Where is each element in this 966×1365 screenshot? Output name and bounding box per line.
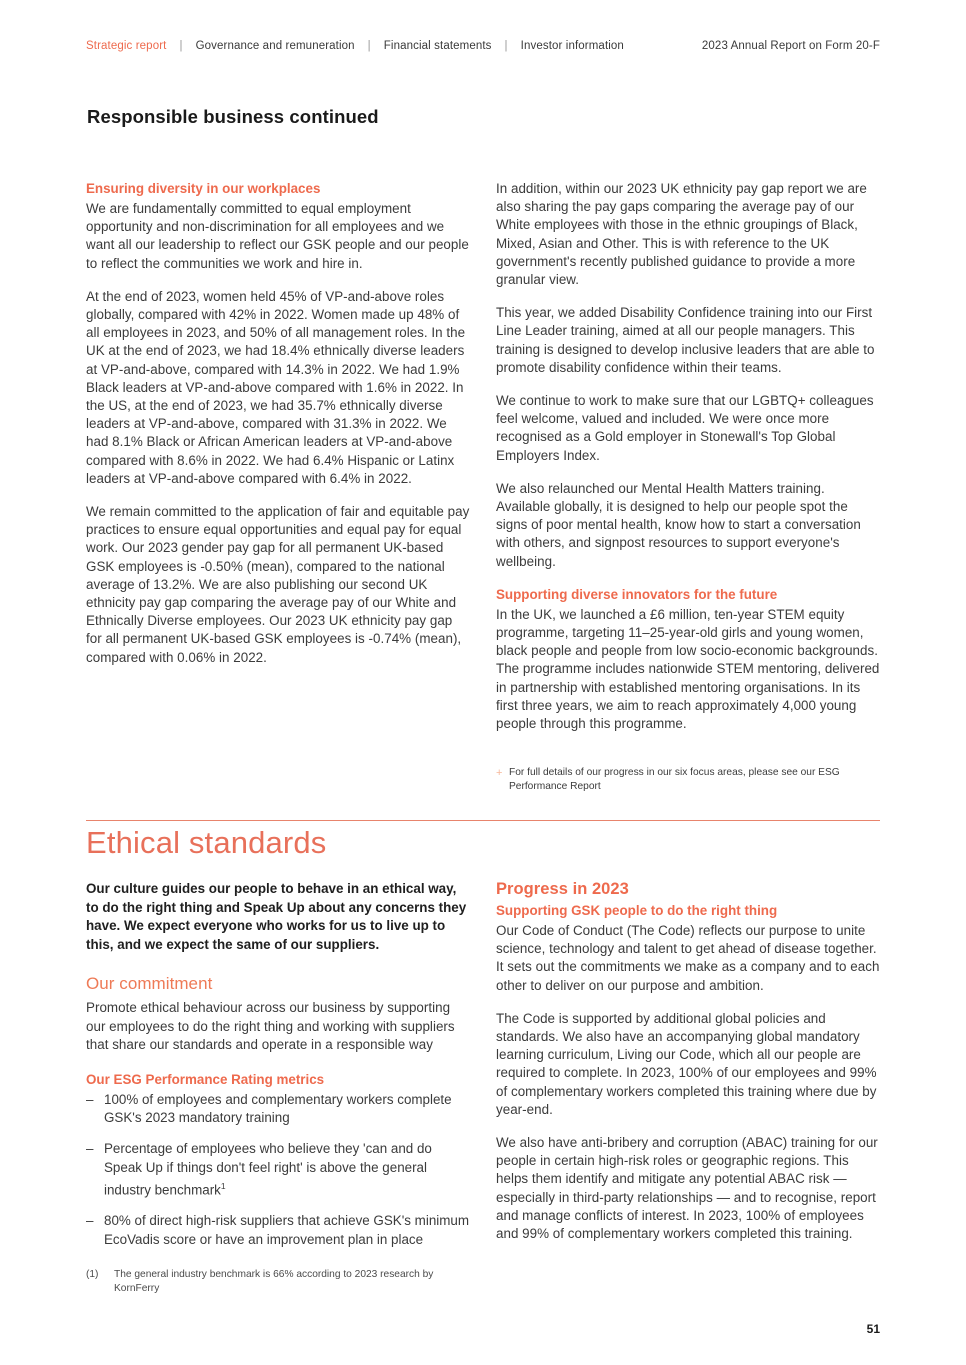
heading-supporting-diverse-innovators: Supporting diverse innovators for the future [496,586,778,602]
footnote-number: (1) [86,1269,99,1280]
top-right-column [496,180,881,733]
nav-item-strategic-report[interactable]: Strategic report [86,40,167,52]
paragraph: The Code is supported by additional global policies and standards. We also have an accompanying global mandatory learning curriculum, Living our Code, which all our people are required to complete. In 2023, 100% of our employees and 99% of complementary workers completed this training where due by year-end. [496,1010,877,1117]
esg-metrics-list [86,1091,471,1249]
nav-item-governance-and-remuneration[interactable]: Governance and remuneration [195,40,355,52]
footnote-text: The general industry benchmark is 66% according to 2023 research by KornFerry [114,1269,434,1294]
nav-item-financial-statements[interactable]: Financial statements [383,40,492,52]
header-report-title: 2023 Annual Report on Form 20-F [701,40,880,52]
top-left-column [86,180,471,733]
heading-ensuring-diversity: Ensuring diversity in our workplaces [86,181,321,196]
paragraph: We continue to work to make sure that our LGBTQ+ colleagues feel welcome, valued and included. We were once more recognised as a Gold employer in Stonewall's Top Global Employers Index. [496,393,874,463]
paragraph: We also have anti-bribery and corruption (ABAC) training for our people in certain high-risk roles or geographic regions. This helps them identify and mitigate any potential ABAC risk — especially in third-party relationships — and to recognise, report and manage conflicts of interest. In 2023, 100% of employees and 99% of complementary workers completed this training. [496,1135,878,1242]
page-header [86,40,880,52]
paragraph: We remain committed to the application of fair and equitable pay practices to ensure equal opportunities and equal pay for equal work. Our 2023 gender pay gap for all permanent UK-based GSK employees is -0.50% (mean), compared to the national average of 13.2%. We are also publishing our second UK ethnicity pay gap comparing the average pay of our White and Ethnically Diverse employees. Our 2023 UK ethnicity pay gap for all permanent UK-based GSK employees is -0.74% (mean), compared with 0.06% in 2022. [86,504,470,665]
paragraph: Our Code of Conduct (The Code) reflects our purpose to unite science, technology and talent to get ahead of disease together. It sets out the commitments we make as a company and to each other to deliver on our purpose and ambition. [496,923,880,993]
bottom-left-column [86,880,471,1249]
paragraph: At the end of 2023, women held 45% of VP-and-above roles globally, compared with 42% in 2022. Women made up 48% of all employees in 2023, and 50% of all management roles. In the UK at the end of 2023, we had 18.4% ethnically diverse leaders at VP-and-above, compared with 14.3% in 2022. We had 1.9% Black leaders at VP-and-above compared with 1.6% in 2022. In the US, at the end of 2023, we had 35.7% ethnically diverse leaders at VP-and-above, compared with 31.3% in 2022. We had 8.1% Black or African American leaders at VP-and-above compared with 8.6% in 2022. We had 6.4% Hispanic or Latinx leaders at VP-and-above compared with 6.4% in 2022. [86,288,466,486]
dash-marker: – [86,1141,94,1157]
section-divider [86,820,880,821]
page-number: 51 [866,1322,880,1336]
paragraph: In the UK, we launched a £6 million, ten-year STEM equity programme, targeting 11–25-year-old girls and young women, black people and people from low socio-economic backgrounds. The programme includes nationwide STEM mentoring, delivered in partnership with established mentoring organisations. In its first three years, we aim to reach approximately 4,000 young people through this programme. [496,606,880,732]
section-title-ethical-standards: Ethical standards [86,825,327,860]
list-item-text: 80% of direct high-risk suppliers that achieve GSK's minimum EcoVadis score or have an improvement plan in place [104,1213,469,1247]
footnote-marker: 1 [220,1180,226,1191]
commitment-text: Promote ethical behaviour across our business by supporting our employees to do the right thing and working with suppliers that share our standards and operate in a responsible way [86,1000,455,1052]
heading-our-commitment: Our commitment [86,974,213,994]
paragraph: We are fundamentally committed to equal employment opportunity and non-discrimination for all employees and we want all our leadership to reflect our GSK people and our people to reflect the communities we work and hire in. [86,201,469,271]
nav-separator: | [504,40,508,52]
header-nav [86,40,702,52]
list-item [86,1212,471,1248]
heading-esg-performance-rating-metrics: Our ESG Performance Rating metrics [86,1071,325,1087]
nav-separator: | [367,40,371,52]
nav-item-investor-information[interactable]: Investor information [520,40,624,52]
list-item [86,1140,471,1199]
list-item [86,1091,471,1127]
paragraph: This year, we added Disability Confidence training into our First Line Leader training, aimed at all our people managers. This training is designed to develop inclusive leaders that are able to promote disability confidence within their teams. [496,305,875,375]
paragraph: In addition, within our 2023 UK ethnicity pay gap report we are also sharing the pay gaps comparing the average pay of our White employees with those in the ethnic groupings of Black, Mixed, Asian and Other. This is with reference to the UK government's recently published guidance to provide a more granular view. [496,181,867,288]
dash-marker: – [86,1091,94,1107]
page-title: Responsible business continued [87,106,379,127]
list-item-text: Percentage of employees who believe they 'can and do Speak Up if things don't feel right' is above the general industry benchmark [104,1141,432,1198]
cross-reference-text: For full details of our progress in our six focus areas, please see our ESG Performance Report [509,767,840,792]
bottom-right-column [496,880,881,1249]
dash-marker: – [86,1213,94,1229]
ethical-standards-lede: Our culture guides our people to behave in an ethical way, to do the right thing and Speak Up about any concerns they have. We expect everyone who works for us to live up to this, and we expect the same of our suppliers. [86,881,467,952]
top-section-columns [86,180,881,733]
heading-progress-in-2023: Progress in 2023 [496,880,629,898]
cross-reference[interactable] [496,766,876,794]
plus-icon: + [496,767,503,779]
heading-supporting-gsk-people: Supporting GSK people to do the right thing [496,903,778,918]
bottom-section-columns [86,880,881,1249]
nav-separator: | [179,40,183,52]
list-item-text: 100% of employees and complementary workers complete GSK's 2023 mandatory training [104,1091,452,1126]
footnote [86,1268,476,1295]
paragraph: We also relaunched our Mental Health Matters training. Available globally, it is designed to help our people spot the signs of poor mental health, know how to start a conversation with others, and signpost resources to support everyone's wellbeing. [496,480,861,569]
